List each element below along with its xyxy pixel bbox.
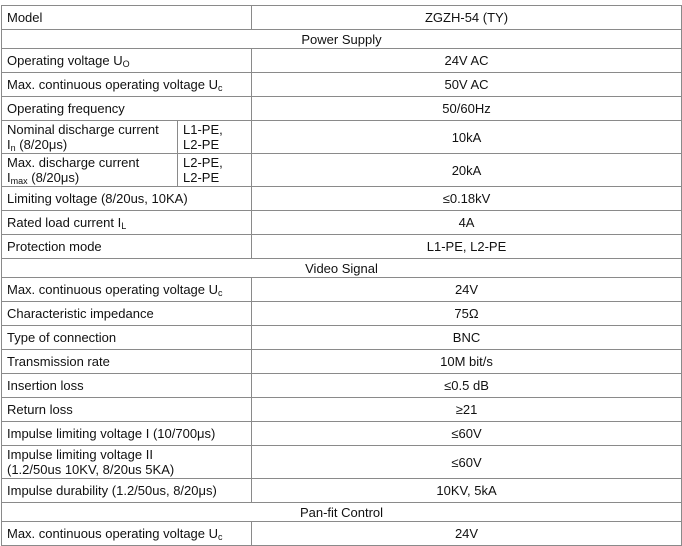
mode-nominal-discharge: L1-PE, L2-PE — [178, 121, 252, 154]
label-transmission-rate: Transmission rate — [2, 350, 252, 374]
row-impulse-durability — [2, 479, 682, 503]
row-max-cont-voltage — [2, 73, 682, 97]
label-insertion-loss: Insertion loss — [2, 374, 252, 398]
section-video-signal — [2, 259, 682, 278]
value-protection-mode: L1-PE, L2-PE — [252, 235, 682, 259]
value-impulse-limiting-2: ≤60V — [252, 446, 682, 479]
value-operating-frequency: 50/60Hz — [252, 97, 682, 121]
row-operating-frequency — [2, 97, 682, 121]
label-video-max-cont-voltage: Max. continuous operating voltage $U_c$ — [2, 278, 252, 302]
label-max-discharge: Max. discharge current $I_{max}$ (8/20μs) — [2, 154, 178, 187]
row-protection-mode — [2, 235, 682, 259]
value-return-loss: ≥21 — [252, 398, 682, 422]
row-nominal-discharge — [2, 121, 682, 154]
value-limiting-voltage: ≤0.18kV — [252, 187, 682, 211]
value-impulse-durability: 10KV, 5kA — [252, 479, 682, 503]
row-connection — [2, 326, 682, 350]
row-limiting-voltage — [2, 187, 682, 211]
section-pan-fit-control — [2, 503, 682, 522]
row-rated-load — [2, 211, 682, 235]
label-impulse-limiting-2: Impulse limiting voltage II (1.2/50us 10KV, 8/20us 5KA) — [2, 446, 252, 479]
label-limiting-voltage: Limiting voltage (8/20us, 10KA) — [2, 187, 252, 211]
label-return-loss: Return loss — [2, 398, 252, 422]
label-connection: Type of connection — [2, 326, 252, 350]
row-transmission-rate — [2, 350, 682, 374]
row-impulse-limiting-2 — [2, 446, 682, 479]
value-max-discharge: 20kA — [252, 154, 682, 187]
value-impedance: 75Ω — [252, 302, 682, 326]
value-insertion-loss: ≤0.5 dB — [252, 374, 682, 398]
row-video-max-cont-voltage — [2, 278, 682, 302]
row-return-loss — [2, 398, 682, 422]
label-rated-load: Rated load current $I_L$ — [2, 211, 252, 235]
section-title-pan-fit-control: Pan-fit Control — [2, 503, 682, 522]
value-nominal-discharge: 10kA — [252, 121, 682, 154]
label-pan-max-cont-voltage: Max. continuous operating voltage $U_c$ — [2, 522, 252, 546]
row-model — [2, 6, 682, 30]
value-rated-load: 4A — [252, 211, 682, 235]
row-pan-max-cont-voltage — [2, 522, 682, 546]
label-operating-frequency: Operating frequency — [2, 97, 252, 121]
value-operating-voltage: 24V AC — [252, 49, 682, 73]
label-impulse-limiting-1: Impulse limiting voltage I (10/700μs) — [2, 422, 252, 446]
value-impulse-limiting-1: ≤60V — [252, 422, 682, 446]
label-model: Model — [2, 6, 252, 30]
label-operating-voltage: Operating voltage $U_O$ — [2, 49, 252, 73]
value-video-max-cont-voltage: 24V — [252, 278, 682, 302]
section-power-supply — [2, 30, 682, 49]
row-operating-voltage — [2, 49, 682, 73]
value-connection: BNC — [252, 326, 682, 350]
value-max-cont-voltage: 50V AC — [252, 73, 682, 97]
row-impulse-limiting-1 — [2, 422, 682, 446]
value-pan-max-cont-voltage: 24V — [252, 522, 682, 546]
row-max-discharge — [2, 154, 682, 187]
section-title-power-supply: Power Supply — [2, 30, 682, 49]
value-model: ZGZH-54 (TY) — [252, 6, 682, 30]
row-insertion-loss — [2, 374, 682, 398]
section-title-video-signal: Video Signal — [2, 259, 682, 278]
value-transmission-rate: 10M bit/s — [252, 350, 682, 374]
label-impedance: Characteristic impedance — [2, 302, 252, 326]
label-max-cont-voltage: Max. continuous operating voltage $U_c$ — [2, 73, 252, 97]
mode-max-discharge: L2-PE, L2-PE — [178, 154, 252, 187]
label-nominal-discharge: Nominal discharge current $I_n$ (8/20μs) — [2, 121, 178, 154]
spec-table — [1, 5, 682, 546]
row-impedance — [2, 302, 682, 326]
label-impulse-durability: Impulse durability (1.2/50us, 8/20μs) — [2, 479, 252, 503]
label-protection-mode: Protection mode — [2, 235, 252, 259]
